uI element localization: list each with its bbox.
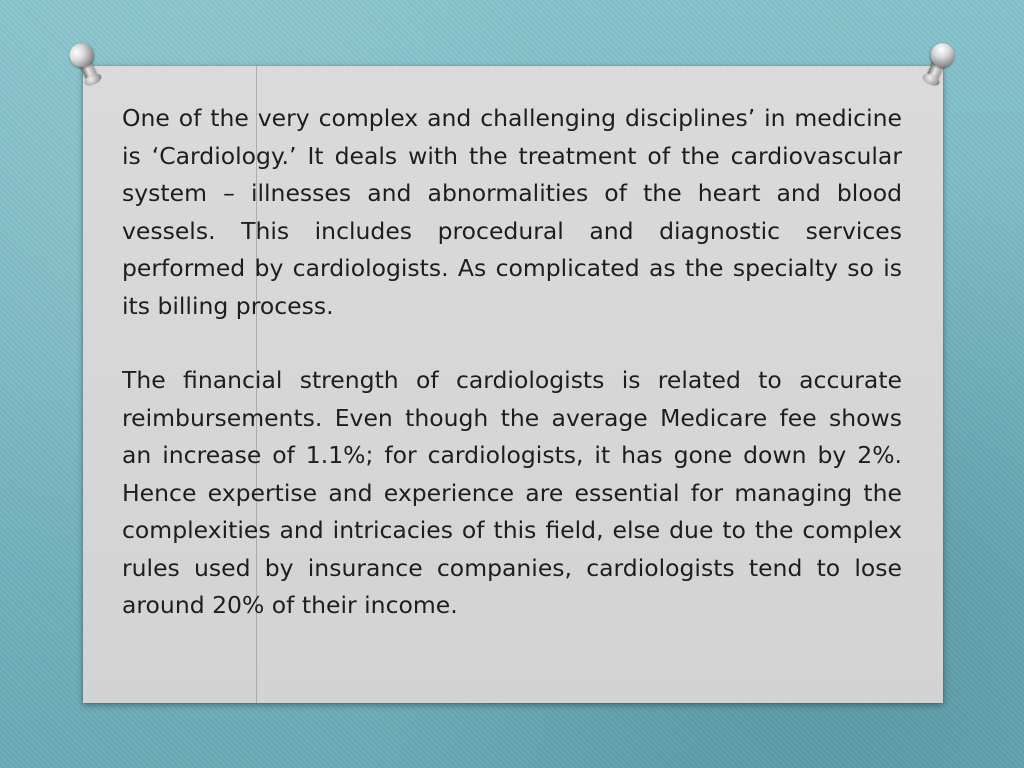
- paper-note: [83, 66, 943, 703]
- paragraph-1: One of the very complex and challenging disciplines’ in medicine is ‘Cardiology.’ It deals with the treatment of the cardiovascular system – illnesses and abnormalities of the heart and blood vessels. This includes procedural and diagnostic services performed by cardiologists. As complicated as the specialty so is its billing process.: [122, 104, 902, 320]
- body-text: [122, 100, 902, 625]
- paragraph-2: The financial strength of cardiologists is related to accurate reimbursements. Even though the average Medicare fee shows an increase of 1.1%; for cardiologists, it has gone down by 2%. Hence expertise and experience are essential for managing the complexities and intricacies of this field, else due to the complex rules used by insurance companies, cardiologists tend to lose around 20% of their income.: [122, 366, 902, 619]
